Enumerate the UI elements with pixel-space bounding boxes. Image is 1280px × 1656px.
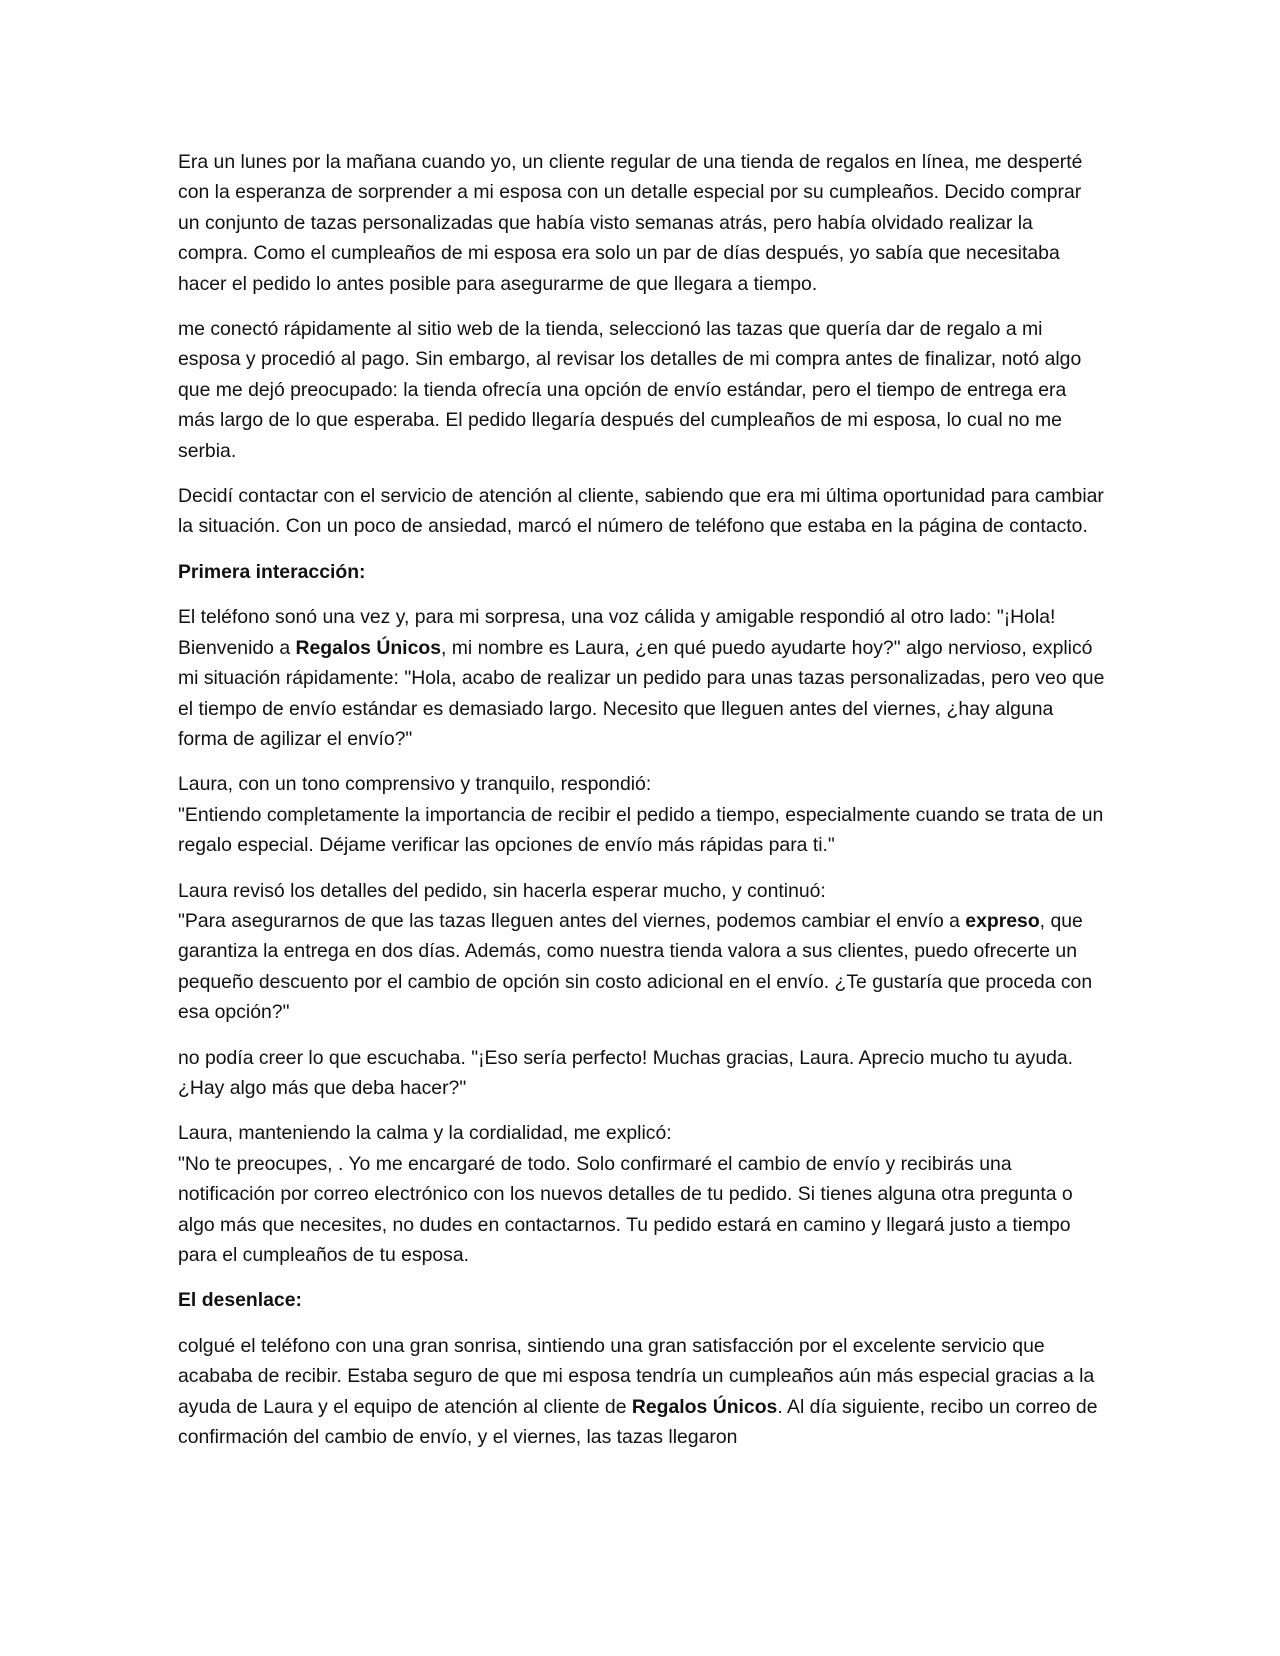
paragraph-laura-express-part-1: "Para asegurarnos de que las tazas lleguen antes del viernes, podemos cambiar el envío a [178,909,966,932]
expreso-bold: expreso [965,909,1040,932]
paragraph-laura-closing-line-2: "No te preocupes, . Yo me encargaré de todo. Solo confirmaré el cambio de envío y recibirás una notificación por correo electrónico con los nuevos detalles de tu pedido. Si tienes alguna otra pregunta o algo más que necesites, no dudes en contactarnos. Tu pedido estará en camino y llegará justo a tiempo para el cumpleaños de tu esposa. [178,1152,1073,1266]
paragraph-phone-call-part-2: , mi nombre es Laura, ¿en qué puedo ayudarte hoy?" algo nervioso, explicó mi situación rápidamente: "Hola, acabo de realizar un pedido para unas tazas personalizadas, pero veo que el tiempo de envío estándar es demasiado largo. Necesito que lleguen antes del viernes, ¿hay alguna forma de agilizar el envío?" [178,636,1105,750]
paragraph-outcome-part-1: colgué el teléfono con una gran sonrisa, sintiendo una gran satisfacción por el excelente servicio que acababa de recibir. Estaba seguro de que mi esposa tendría un cumpleaños aún más especial gracias a la ayuda de Laura y el equipo de atención al cliente de [178,1334,1095,1418]
paragraph-outcome-part-2: . Al día siguiente, recibo un correo de confirmación del cambio de envío, y el viernes, las tazas llegaron [178,1395,1098,1449]
paragraph-laura-express [178,876,1108,1028]
paragraph-laura-closing-line-1: Laura, manteniendo la calma y la cordialidad, me explicó: [178,1122,672,1145]
paragraph-laura-express-line-1: Laura revisó los detalles del pedido, sin hacerla esperar mucho, y continuó: [178,879,826,902]
paragraph-phone-call-part-1: El teléfono sonó una vez y, para mi sorpresa, una voz cálida y amigable respondió al otro lado: "¡Hola! Bienvenido a [178,606,1056,659]
paragraph-laura-response-line-2: "Entiendo completamente la importancia de recibir el pedido a tiempo, especialmente cuando se trata de un regalo especial. Déjame verificar las opciones de envío más rápidas para ti." [178,803,1104,857]
brand-name-bold: Regalos Únicos [295,636,441,659]
heading-primera-interaccion: Primera interacción: [178,560,366,583]
paragraph-laura-response [178,769,1108,860]
paragraph-website: me conectó rápidamente al sitio web de la tienda, seleccionó las tazas que quería dar de regalo a mi esposa y procedió al pago. Sin embargo, al revisar los detalles de mi compra antes de finalizar, notó algo que me dejó preocupado: la tienda ofrecía una opción de envío estándar, pero el tiempo de entrega era más largo de lo que esperaba. El pedido llegaría después del cumpleaños de mi esposa, lo cual no me serbia. [178,318,1082,462]
paragraph-laura-closing [178,1118,1108,1270]
paragraph-outcome [178,1331,1108,1453]
paragraph-contact: Decidí contactar con el servicio de atención al cliente, sabiendo que era mi última oportunidad para cambiar la situación. Con un poco de ansiedad, marcó el número de teléfono que estaba en la página de contacto. [178,485,1104,538]
paragraph-customer-reply: no podía creer lo que escuchaba. "¡Eso sería perfecto! Muchas gracias, Laura. Aprecio mucho tu ayuda. ¿Hay algo más que deba hacer?" [178,1046,1074,1099]
document-body [178,147,1108,1467]
heading-el-desenlace: El desenlace: [178,1289,302,1312]
paragraph-intro: Era un lunes por la mañana cuando yo, un cliente regular de una tienda de regalos en línea, me desperté con la esperanza de sorprender a mi esposa con un detalle especial por su cumpleaños. Decido comprar un conjunto de tazas personalizadas que había visto semanas atrás, pero había olvidado realizar la compra. Como el cumpleaños de mi esposa era solo un par de días después, yo sabía que necesitaba hacer el pedido lo antes posible para asegurarme de que llegara a tiempo. [178,151,1083,295]
paragraph-laura-express-part-2: , que garantiza la entrega en dos días. Además, como nuestra tienda valora a sus clientes, puedo ofrecerte un pequeño descuento por el cambio de opción sin costo adicional en el envío. ¿Te gustaría que proceda con esa opción?" [178,909,1093,1024]
brand-name-bold-2: Regalos Únicos [631,1395,778,1418]
paragraph-phone-call [178,602,1108,754]
paragraph-laura-response-line-1: Laura, con un tono comprensivo y tranquilo, respondió: [178,773,652,796]
